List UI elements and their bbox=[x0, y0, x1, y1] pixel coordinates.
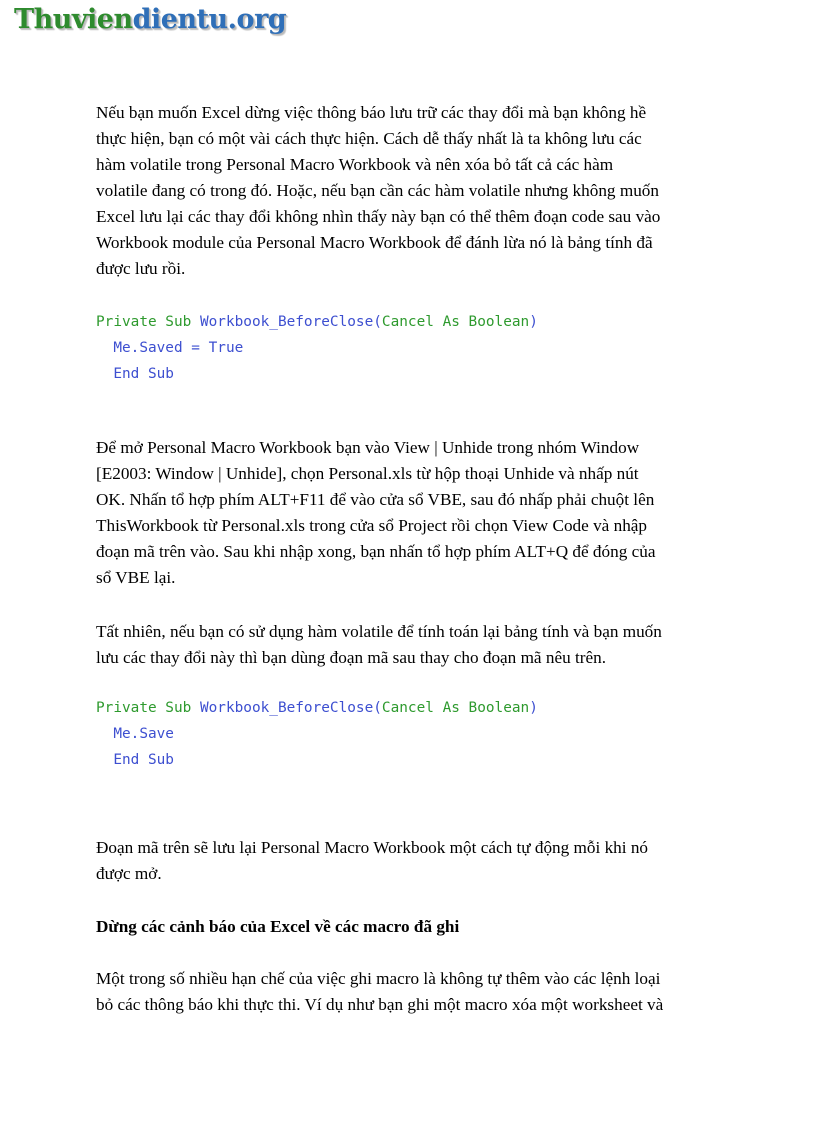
paragraph-auto-save bbox=[96, 835, 736, 887]
code-line: End Sub bbox=[96, 752, 174, 768]
text-line: ThisWorkbook từ Personal.xls trong cửa sổ Project rồi chọn View Code và nhập bbox=[96, 516, 648, 535]
text-line: Để mở Personal Macro Workbook bạn vào View | Unhide trong nhóm Window bbox=[96, 438, 640, 457]
code-identifier: Workbook_BeforeClose( bbox=[199, 314, 382, 330]
text-line: OK. Nhấn tổ hợp phím ALT+F11 để vào cửa sổ VBE, sau đó nhấp phải chuột lên bbox=[96, 490, 655, 509]
text-line: Excel lưu lại các thay đổi không nhìn thấy này bạn có thể thêm đoạn code sau vào bbox=[96, 207, 661, 226]
code-line bbox=[96, 695, 538, 721]
section-heading: Dừng các cảnh báo của Excel về các macro đã ghi bbox=[96, 917, 460, 936]
paragraph-intro bbox=[96, 100, 736, 282]
code-keyword: Private Sub bbox=[96, 700, 200, 716]
code-punctuation: ) bbox=[529, 700, 538, 716]
text-line: đoạn mã trên vào. Sau khi nhập xong, bạn nhấn tổ hợp phím ALT+Q để đóng của bbox=[96, 542, 656, 561]
code-keyword: Cancel As Boolean bbox=[381, 314, 530, 330]
code-block-saved bbox=[96, 309, 538, 387]
logo-text-part1: Thuvien bbox=[14, 4, 133, 35]
code-block-save bbox=[96, 695, 538, 773]
code-keyword: Private Sub bbox=[96, 314, 200, 330]
text-line: Tất nhiên, nếu bạn có sử dụng hàm volatile để tính toán lại bảng tính và bạn muốn bbox=[96, 622, 662, 641]
code-keyword: Cancel As Boolean bbox=[381, 700, 530, 716]
code-line: Me.Saved = True bbox=[96, 340, 244, 356]
text-line: Workbook module của Personal Macro Workbook để đánh lừa nó là bảng tính đã bbox=[96, 233, 653, 252]
text-line: thực hiện, bạn có một vài cách thực hiện. Cách dễ thấy nhất là ta không lưu các bbox=[96, 129, 642, 148]
text-line: Đoạn mã trên sẽ lưu lại Personal Macro Workbook một cách tự động mỗi khi nó bbox=[96, 838, 649, 857]
text-line: lưu các thay đổi này thì bạn dùng đoạn mã sau thay cho đoạn mã nêu trên. bbox=[96, 648, 606, 667]
text-line: được mở. bbox=[96, 864, 162, 883]
text-line: [E2003: Window | Unhide], chọn Personal.xls từ hộp thoại Unhide và nhấp nút bbox=[96, 464, 639, 483]
text-line: hàm volatile trong Personal Macro Workbook và nên xóa bỏ tất cả các hàm bbox=[96, 155, 614, 174]
text-line: volatile đang có trong đó. Hoặc, nếu bạn cần các hàm volatile nhưng không muốn bbox=[96, 181, 659, 200]
paragraph-macro-warnings bbox=[96, 966, 736, 1018]
code-punctuation: ) bbox=[529, 314, 538, 330]
logo-text-part2: dientu.org bbox=[132, 4, 287, 35]
paragraph-open-workbook bbox=[96, 435, 736, 591]
text-line: Một trong số nhiều hạn chế của việc ghi macro là không tự thêm vào các lệnh loại bbox=[96, 969, 661, 988]
text-line: bỏ các thông báo khi thực thi. Ví dụ như bạn ghi một macro xóa một worksheet và bbox=[96, 995, 664, 1014]
code-line: Me.Save bbox=[96, 726, 174, 742]
text-line: được lưu rồi. bbox=[96, 259, 186, 278]
code-line bbox=[96, 309, 538, 335]
code-identifier: Workbook_BeforeClose( bbox=[199, 700, 382, 716]
site-logo[interactable] bbox=[14, 4, 286, 35]
text-line: Nếu bạn muốn Excel dừng việc thông báo lưu trữ các thay đổi mà bạn không hề bbox=[96, 103, 647, 122]
code-line: End Sub bbox=[96, 366, 174, 382]
paragraph-volatile bbox=[96, 619, 736, 671]
text-line: sổ VBE lại. bbox=[96, 568, 176, 587]
